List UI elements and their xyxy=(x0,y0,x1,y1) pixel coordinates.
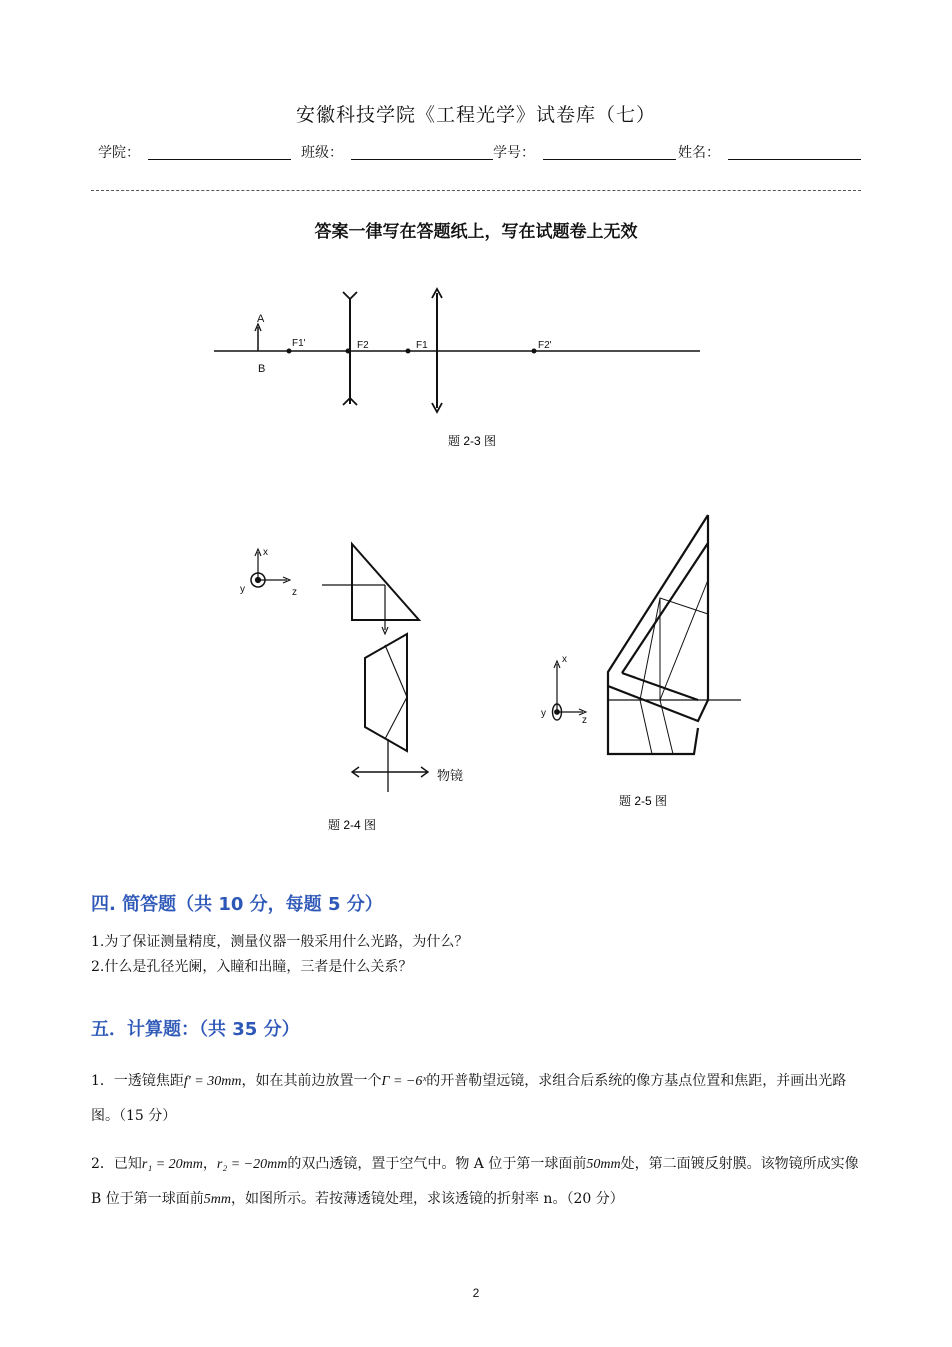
focal-point-f1p xyxy=(287,349,291,353)
radius-2-formula: r₂ = −20mm xyxy=(216,1157,288,1172)
figure-2-3 xyxy=(214,289,700,412)
caption-fig-2-3: 题 2-3 图 xyxy=(448,434,497,448)
college-label: 学院： xyxy=(98,144,140,160)
page-number: 2 xyxy=(472,1286,480,1300)
section-4-question-2: 2.什么是孔径光阑，入瞳和出瞳，三者是什么关系？ xyxy=(91,959,413,975)
focal-point-f1 xyxy=(406,349,410,353)
section-4-question-1: 1.为了保证测量精度，测量仪器一般采用什么光路，为什么？ xyxy=(91,934,469,950)
object-distance: 50mm xyxy=(586,1157,621,1172)
caption-fig-2-4: 题 2-4 图 xyxy=(328,818,377,832)
label-f1p: F1' xyxy=(292,338,306,349)
figure-2-4 xyxy=(251,544,428,792)
radius-1-formula: r₁ = 20mm xyxy=(141,1157,203,1172)
image-distance: 5mm xyxy=(203,1192,231,1207)
fig25-axis-x: x xyxy=(562,654,567,665)
objective-label: 物镜 xyxy=(437,768,464,783)
focal-length-formula: f' = 30mm xyxy=(183,1074,242,1089)
fig24-axis-y: y xyxy=(240,584,245,595)
label-f2: F2 xyxy=(357,340,369,351)
magnification-formula: Γ = −6ˣ xyxy=(381,1074,427,1089)
section-4-heading: 四. 简答题（共 10 分，每题 5 分） xyxy=(91,894,383,915)
section-5-problem-2: 2．已知r₁ = 20mm，r₂ = −20mm的双凸透镜，置于空气中。物 A 位于第一球面前50mm处，第二面镀反射膜。该物镜所成实像 B 位于第一球面前5mm，如图所示。若按薄透镜处理，求该透镜的折射率 n。（20 分） xyxy=(91,1156,859,1207)
exam-title: 安徽科技学院《工程光学》试卷库（七） xyxy=(295,104,656,126)
student-id-label: 学号： xyxy=(493,144,535,160)
focal-point-f2 xyxy=(346,349,350,353)
class-label: 班级： xyxy=(301,144,343,160)
figure-2-5 xyxy=(553,515,742,754)
section-5-problem-1: 1．一透镜焦距f' = 30mm，如在其前边放置一个Γ = −6ˣ的开普勒望远镜，求组合后系统的像方基点位置和焦距，并画出光路图。（15 分） xyxy=(91,1073,847,1124)
answer-notice: 答案一律写在答题纸上，写在试题卷上无效 xyxy=(314,222,638,241)
focal-point-f2p xyxy=(532,349,536,353)
fig24-axis-x: x xyxy=(263,547,268,558)
section-5-heading: 五．计算题：（共 35 分） xyxy=(91,1019,300,1040)
reflecting-prism xyxy=(365,634,407,751)
fig24-axis-z: z xyxy=(292,587,297,598)
fig25-axis-z: z xyxy=(582,715,587,726)
caption-fig-2-5: 题 2-5 图 xyxy=(619,794,668,808)
label-f1: F1 xyxy=(416,340,428,351)
label-f2p: F2' xyxy=(538,340,552,351)
name-label: 姓名： xyxy=(678,144,720,160)
fig25-axis-y: y xyxy=(541,708,546,719)
label-b: B xyxy=(258,363,266,375)
label-a: A xyxy=(257,313,265,325)
